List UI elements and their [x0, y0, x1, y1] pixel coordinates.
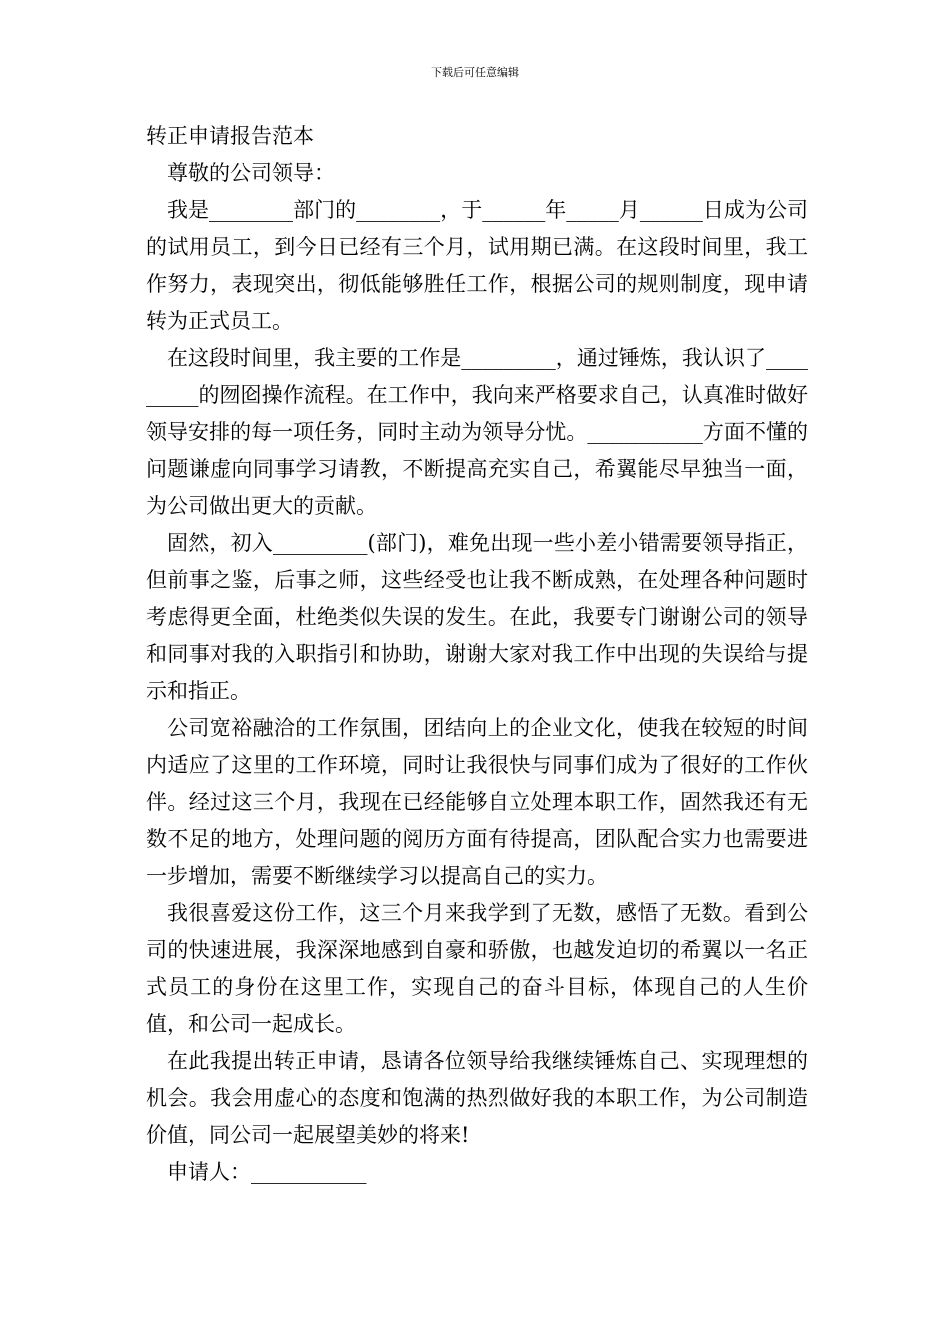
paragraph-request: 在此我提出转正申请，恳请各位领导给我继续锤炼自己、实现理想的机会。我会用虚心的态度和饱满的热烈做好我的本职工作，为公司制造价值，同公司一起展望美妙的将来! [146, 1049, 808, 1147]
header-note: 下载后可任意编辑 [431, 66, 519, 79]
paragraph-environment: 公司宽裕融洽的工作氛围，团结向上的企业文化，使我在较短的时间内适应了这里的工作环境，同时让我很快与同事们成为了很好的工作伙伴。经过这三个月，我现在已经能够自立处理本职工作，固然我还有无数不足的地方，处理问题的阅历方面有待提高，团队配合实力也需要进一步增加，需要不断继续学习以提高自己的实力。 [146, 716, 808, 888]
document-title: 转正申请报告范本 [146, 124, 314, 148]
salutation: 尊敬的公司领导： [167, 161, 335, 185]
paragraph-work: 在这段时间里，我主要的工作是_________，通过锤炼，我认识了_________的囫囵操作流程。在工作中，我向来严格要求自己，认真准时做好领导安排的每一项任务，同时主动为领导分忧。___________方面不懂的问题谦虚向同事学习请教，不断提高充实自己，希翼能尽早独当一面，为公司做出更大的贡献。 [146, 346, 808, 518]
paragraph-enthusiasm: 我很喜爱这份工作，这三个月来我学到了无数，感悟了无数。看到公司的快速进展，我深深地感到自豪和骄傲，也越发迫切的希翼以一名正式员工的身份在这里工作，实现自己的奋斗目标，体现自己的人生价值，和公司一起成长。 [146, 901, 808, 1036]
paragraph-intro: 我是________部门的________，于______年_____月______日成为公司的试用员工，到今日已经有三个月，试用期已满。在这段时间里，我工作努力，表现突出，彻低能够胜任工作，根据公司的规则制度，现申请转为正式员工。 [146, 198, 808, 333]
applicant-signature-line: 申请人：___________ [167, 1160, 367, 1184]
document-body [146, 118, 808, 1191]
paragraph-mistakes: 固然，初入_________(部门)，难免出现一些小差小错需要领导指正，但前事之鉴，后事之师，这些经受也让我不断成熟，在处理各种问题时考虑得更全面，杜绝类似失误的发生。在此，我要专门谢谢公司的领导和同事对我的入职指引和协助，谢谢大家对我工作中出现的失误给与提示和指正。 [146, 531, 808, 703]
